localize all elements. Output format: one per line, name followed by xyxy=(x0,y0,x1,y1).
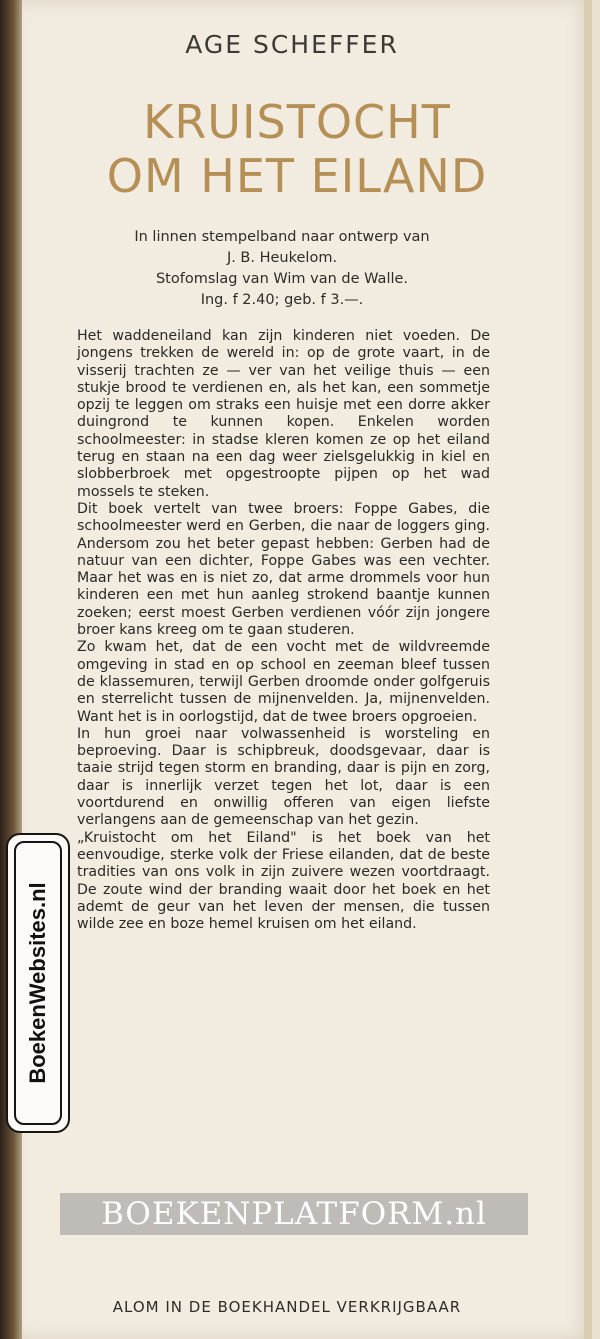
boekenwebsites-sticker xyxy=(6,833,70,1133)
binding-line: In linnen stempelband naar ontwerp van xyxy=(134,229,430,245)
sticker-label: BoekenWebsites.nl xyxy=(25,882,50,1084)
availability-footer: ALOM IN DE BOEKHANDEL VERKRIJGBAAR xyxy=(112,1298,462,1316)
synopsis xyxy=(77,328,490,933)
book-spine xyxy=(0,0,22,1339)
page-edge xyxy=(584,0,592,1339)
price-line: Ing. f 2.40; geb. f 3.—. xyxy=(200,292,364,308)
paragraph: In hun groei naar volwassenheid is worsteling en beproeving. Daar is schipbreuk, doodsgevaar, daar is taaie strijd tegen storm en branding, daar is pijn en zorg, daar is innerlijk verzet tegen het lot, daar is een voortdurend en onwillig offeren van eigen liefste verlangens aan de gemeenschap van het gezin. xyxy=(77,725,490,829)
book-flap-page xyxy=(22,0,592,1339)
binding-info xyxy=(72,227,492,311)
title-line-1: KRUISTOCHT xyxy=(143,95,451,149)
paragraph: Het waddeneiland kan zijn kinderen niet voeden. De jongens trekken de wereld in: op de grote vaart, in de visserij trachten ze — ver van het veilige thuis — een stukje brood te verdienen en, als het kan, een sommetje opzij te leggen om straks een huisje met een dorre akker duingrond te kunnen kopen. Enkelen worden schoolmeester: in stadse kleren komen ze op het eiland terug en staan na een dag weer zielsgelukkig in kiel en slobberbroek met opgestroopte pijpen op het wad mossels te steken. xyxy=(77,328,490,500)
boekenplatform-watermark: BOEKENPLATFORM.nl xyxy=(60,1193,528,1235)
paragraph: Zo kwam het, dat de een vocht met de wildvreemde omgeving in stad en op school en zeeman bleef tussen de klassemuren, terwijl Gerben droomde onder golfgeruis en sterrelicht tussen de mijnenvelden. Ja, mijnenvelden. Want het is in oorlogstijd, dat de twee broers opgroeien. xyxy=(77,639,490,725)
paragraph: Dit boek vertelt van twee broers: Foppe Gabes, die schoolmeester werd en Gerben, die naar de loggers ging. Andersom zou het beter gepast hebben: Gerben had de natuur van een dichter, Foppe Gabes was een vechter. Maar het was en is niet zo, dat arme drommels voor hun kinderen een met hun aanleg strokend baantje kunnen zoeken; eerst moest Gerben verdienen vóór zijn jongere broer kans kreeg om te gaan studeren. xyxy=(77,500,490,639)
book-title xyxy=(42,95,552,203)
author-name: AGE SCHEFFER xyxy=(185,30,399,59)
sticker-border xyxy=(14,841,62,1125)
paragraph: „Kruistocht om het Eiland" is het boek van het eenvoudige, sterke volk der Friese eilanden, dat de beste tradities van ons volk in zijn zuivere wezen voortdraagt. De zoute wind der branding waait door het boek en het ademt de geur van het leven der mensen, die tussen wilde zee en boze hemel kruisen om het eiland. xyxy=(77,829,490,933)
title-line-2: OM HET EILAND xyxy=(106,149,488,203)
binding-line: J. B. Heukelom. xyxy=(226,250,338,266)
binding-line: Stofomslag van Wim van de Walle. xyxy=(155,271,409,287)
